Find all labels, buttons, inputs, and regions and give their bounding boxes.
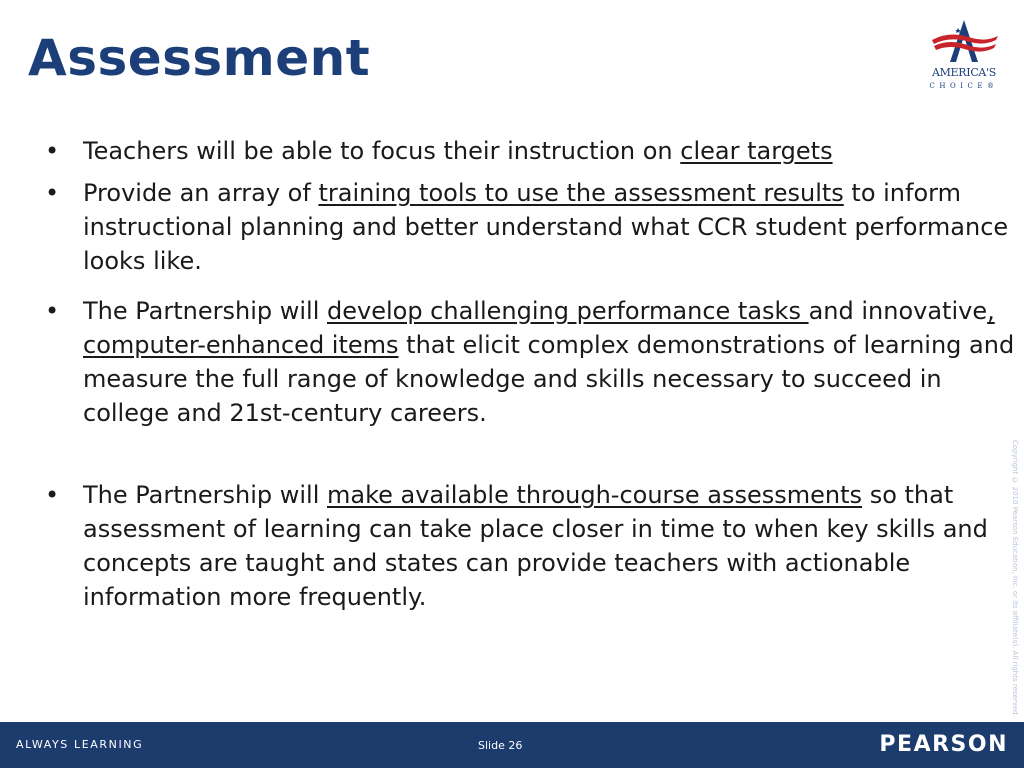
bullet-item	[45, 134, 1018, 168]
bullet-text: so that assessment of learning can take place closer in time to when key skills and concepts are taught and states can provide teachers with actionable information more frequently.	[83, 481, 988, 611]
logo-sub: CHOICE®	[929, 82, 999, 90]
slide-title: Assessment	[28, 29, 371, 87]
slide-number: Slide 26	[478, 739, 523, 752]
bullet-item	[45, 176, 1018, 278]
bullet-dot-icon: •	[45, 179, 60, 207]
underlined-text: make available through-course assessments	[327, 481, 863, 509]
bullet-dot-icon: •	[45, 481, 60, 509]
bullet-text: that elicit complex demonstrations of learning and measure the full range of knowledge and skills necessary to succeed in college and 21st-century careers.	[83, 331, 1015, 427]
flag-a-icon	[928, 18, 1000, 66]
logo-name: AMERICA'S	[931, 66, 997, 79]
bullet-item	[45, 478, 1018, 614]
underlined-text: develop challenging performance tasks	[327, 297, 809, 325]
underlined-text: clear targets	[680, 137, 833, 165]
bullet-text: and innovative	[808, 297, 988, 325]
underlined-text: training tools to use the assessment results	[318, 179, 844, 207]
bullet-text: The Partnership will	[83, 481, 327, 509]
underlined-text: , computer-enhanced items	[83, 297, 995, 359]
bullet-text: to inform instructional planning and better understand what CCR student performance looks like.	[83, 179, 1009, 275]
bullet-text: The Partnership will	[83, 297, 327, 325]
footer-tagline: ALWAYS LEARNING	[16, 738, 144, 751]
copyright-text: Copyright © 2010 Pearson Education, Inc. or its affiliate(s). All rights reserved.	[1011, 440, 1019, 717]
bullet-text: Teachers will be able to focus their instruction on	[83, 137, 681, 165]
footer-bar	[0, 722, 1024, 768]
bullet-item	[45, 294, 1018, 430]
bullet-dot-icon: •	[45, 297, 60, 325]
bullet-dot-icon: •	[45, 137, 60, 165]
bullet-text: Provide an array of	[83, 179, 319, 207]
americas-choice-logo	[918, 18, 1010, 98]
pearson-logo: PEARSON	[879, 732, 1008, 757]
